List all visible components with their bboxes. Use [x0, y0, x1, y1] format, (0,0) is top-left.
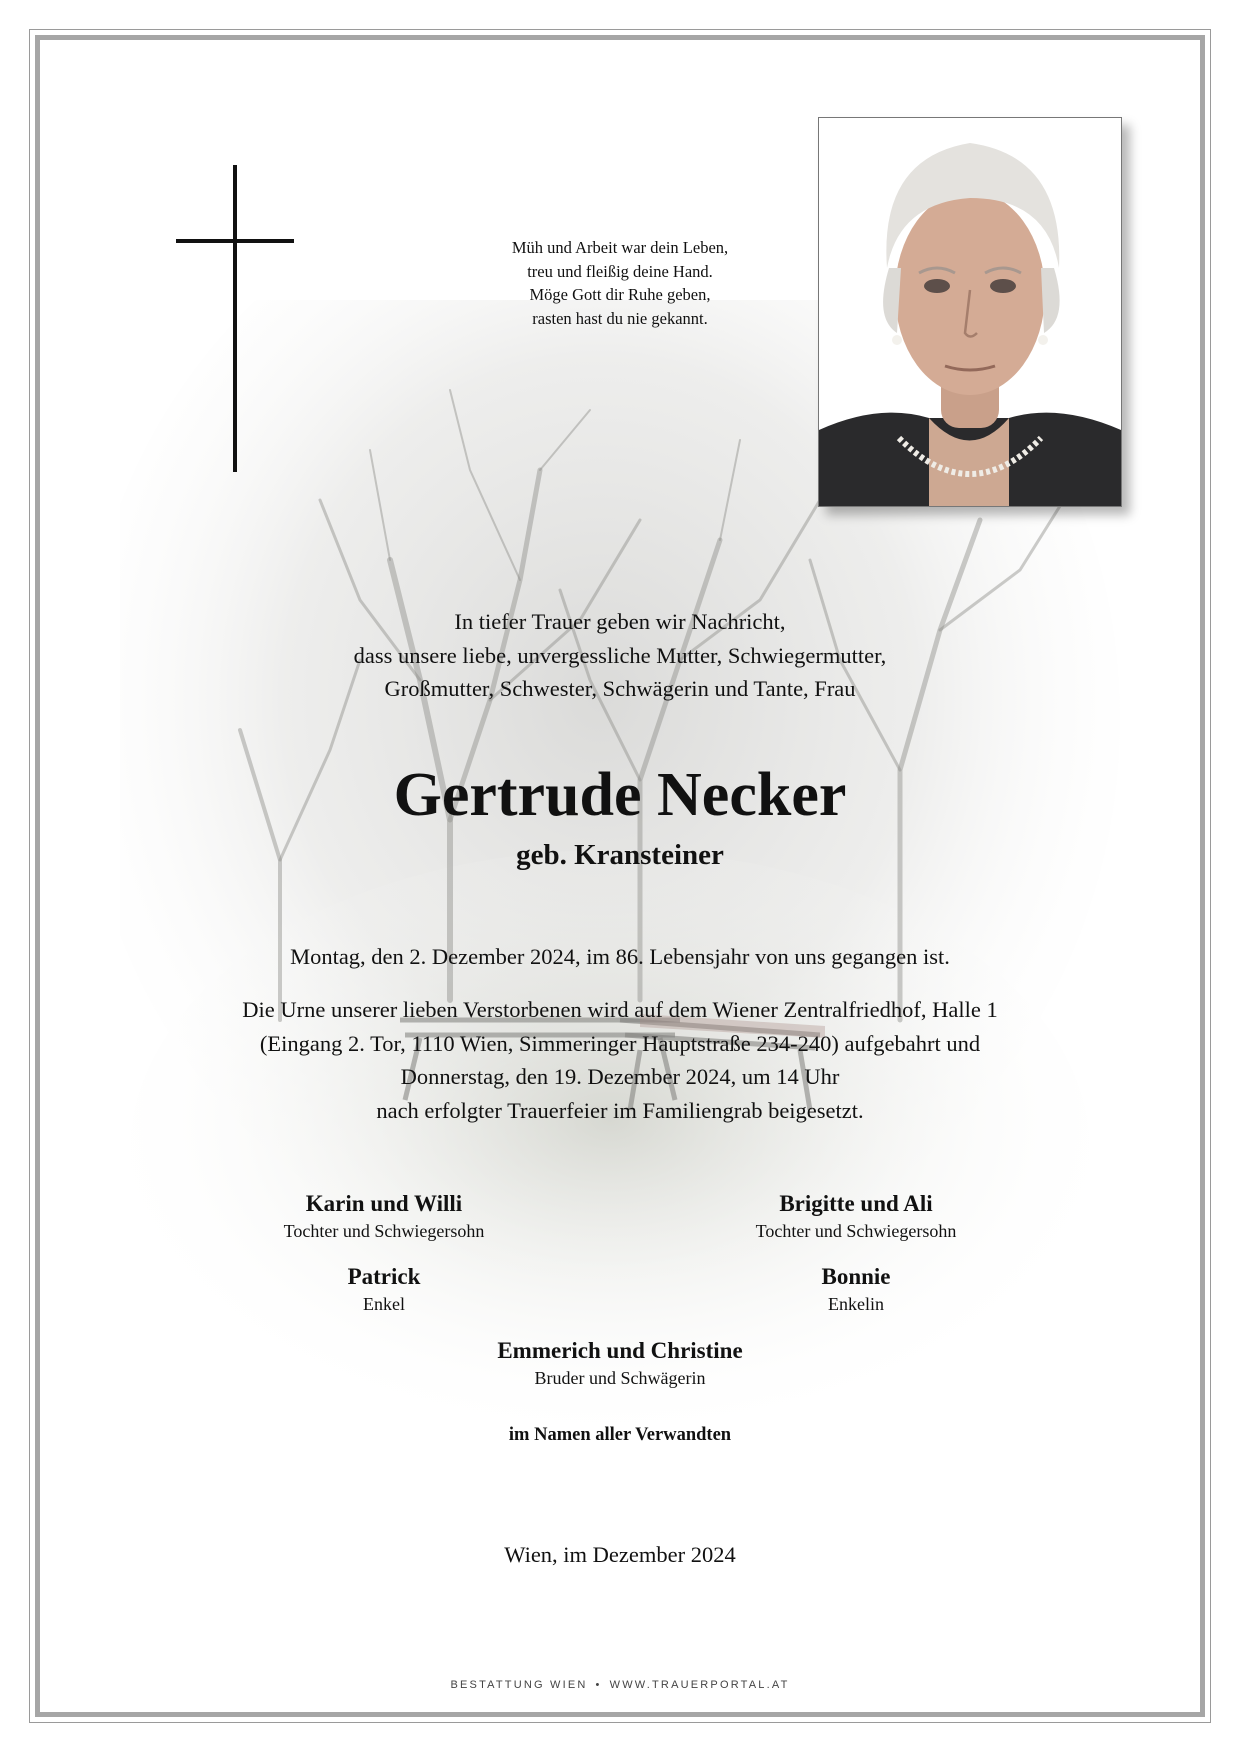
intro-line: dass unsere liebe, unvergessliche Mutter, Schwiegermutter,: [353, 642, 887, 668]
mourner-name: Brigitte und Ali: [779, 1191, 933, 1216]
mourner-name: Bonnie: [821, 1264, 891, 1289]
cross-vertical-bar: [233, 165, 237, 472]
mourner-relation: Enkelin: [828, 1294, 884, 1314]
on-behalf-of-relatives: im Namen aller Verwandten: [508, 1425, 732, 1445]
poem-line: rasten hast du nie gekannt.: [532, 308, 708, 328]
mourner-relation: Bruder und Schwägerin: [534, 1368, 706, 1388]
footer-website-link[interactable]: WWW.TRAUERPORTAL.AT: [609, 1679, 790, 1691]
death-notice: Montag, den 2. Dezember 2024, im 86. Lebensjahr von uns gegangen ist.: [290, 944, 950, 969]
footer-separator: •: [595, 1679, 602, 1691]
mourner-entry: [420, 1337, 820, 1391]
mourner-entry: [184, 1263, 584, 1317]
funeral-line: Donnerstag, den 19. Dezember 2024, um 14 Uhr: [400, 1064, 840, 1089]
portrait-illustration: [819, 118, 1121, 506]
footer-funeral-home: BESTATTUNG WIEN: [450, 1679, 588, 1691]
funeral-line: Die Urne unserer lieben Verstorbenen wird auf dem Wiener Zentralfriedhof, Halle 1: [242, 997, 998, 1022]
mourner-name: Patrick: [347, 1264, 421, 1289]
mourner-entry: [656, 1190, 1056, 1244]
mourner-relation: Tochter und Schwiegersohn: [755, 1221, 957, 1241]
mourner-entry: [656, 1263, 1056, 1317]
mourner-entry: [184, 1190, 584, 1244]
footer-credit: [320, 1677, 920, 1693]
mourner-relation: Tochter und Schwiegersohn: [283, 1221, 485, 1241]
intro-line: Großmutter, Schwester, Schwägerin und Tante, Frau: [384, 676, 856, 701]
funeral-details: [140, 993, 1100, 1127]
poem-line: Müh und Arbeit war dein Leben,: [511, 238, 729, 257]
place-and-date: Wien, im Dezember 2024: [504, 1542, 736, 1567]
poem-line: Möge Gott dir Ruhe geben,: [529, 285, 711, 304]
mourner-name: Karin und Willi: [305, 1191, 463, 1216]
deceased-maiden-name: geb. Kransteiner: [516, 839, 724, 871]
announcement-intro: [220, 605, 1020, 706]
intro-line: In tiefer Trauer geben wir Nachricht,: [454, 609, 786, 634]
mourner-relation: Enkel: [363, 1294, 405, 1314]
funeral-line: (Eingang 2. Tor, 1110 Wien, Simmeringer Hauptstraße 234-240) aufgebahrt und: [259, 1030, 981, 1056]
memorial-poem: [380, 236, 860, 330]
mourner-name: Emmerich und Christine: [497, 1338, 743, 1363]
poem-line: treu und fleißig deine Hand.: [527, 261, 713, 281]
deceased-name: Gertrude Necker: [393, 761, 847, 829]
portrait-photo: [818, 117, 1122, 507]
funeral-line: nach erfolgter Trauerfeier im Familiengrab beigesetzt.: [376, 1097, 864, 1123]
cross-horizontal-bar: [176, 239, 294, 243]
